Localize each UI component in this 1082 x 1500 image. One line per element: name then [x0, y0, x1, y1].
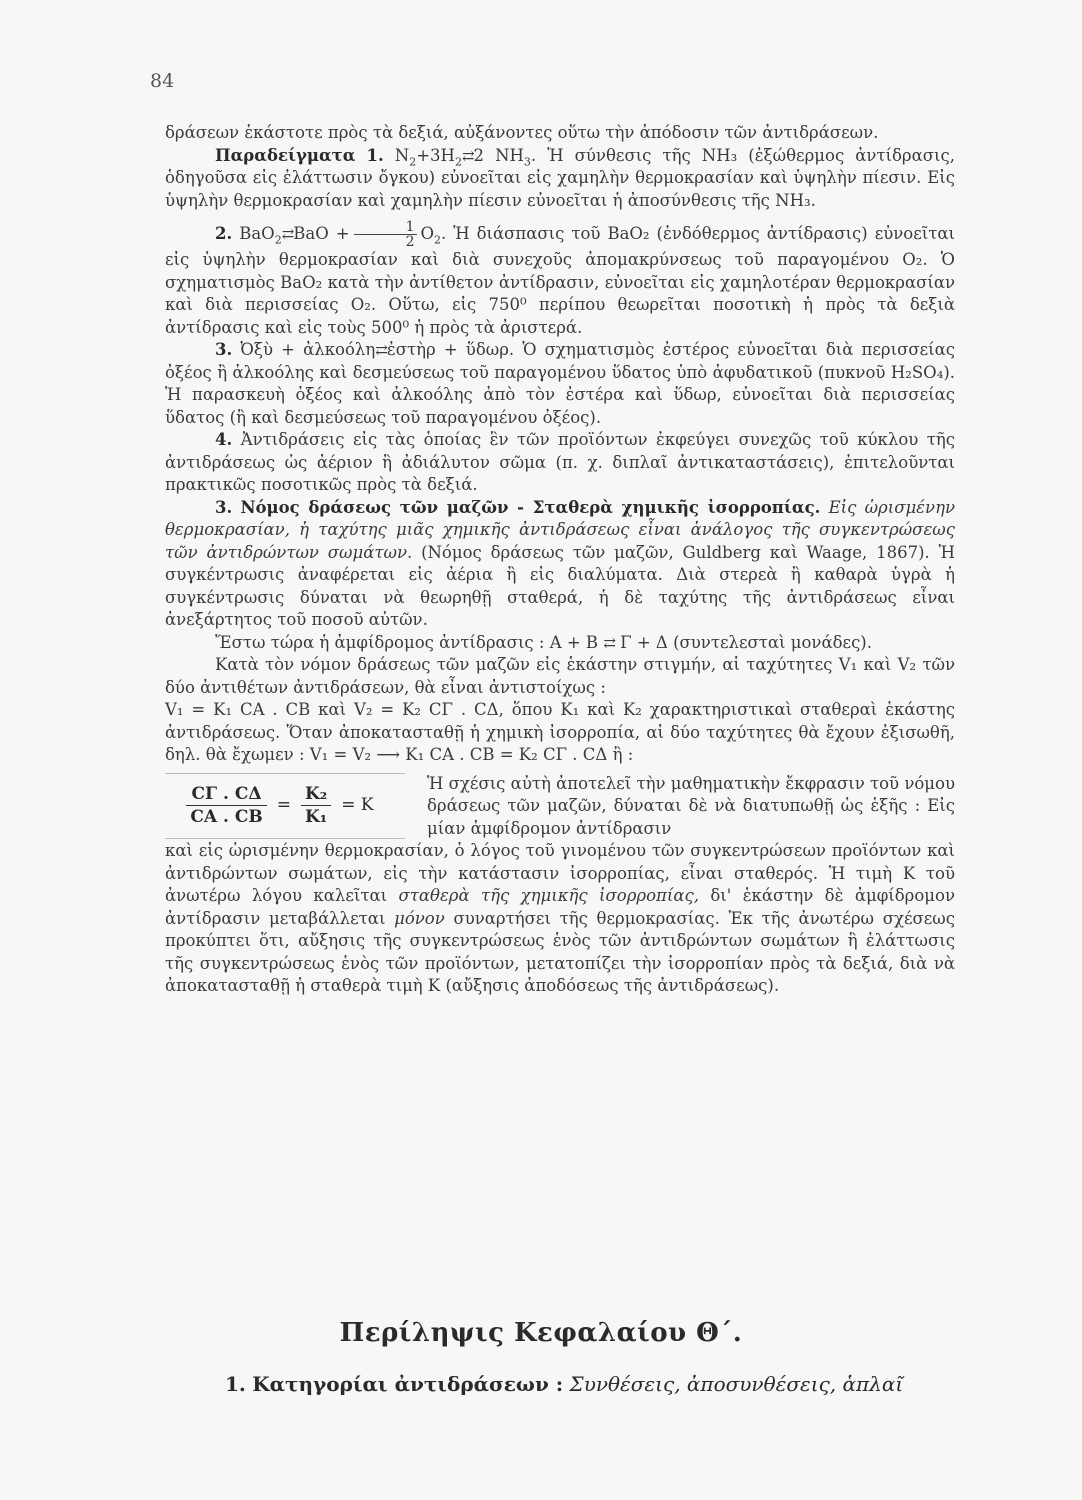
formula-description: Ἡ σχέσις αὐτὴ ἀποτελεῖ τὴν μαθηματικὴν ἔκφρασιν τοῦ νόμου δράσεως τῶν μαζῶν, δύναται δὲ νὰ διατυπωθῇ ὡς ἑξῆς : Εἰς μίαν ἀμφίδρομον ἀντίδρασιν: [427, 773, 955, 838]
paragraph: καὶ εἰς ὡρισμένην θερμοκρασίαν, ὁ λόγος τοῦ γινομένου τῶν συγκεντρώσεων προϊόντων καὶ ἀντιδρώντων σωμάτων, εἰς τὴν κατάστασιν ἰσορροπίας, εἶναι σταθερός. Ἡ τιμὴ K τοῦ ἀνωτέρω λόγου καλεῖται σταθερὰ τῆς χημικῆς ἰσορροπίας, δι' ἑκάστην δὲ ἀμφίδρομον ἀντίδρασιν μεταβάλλεται μόνον συναρτήσει τῆς θερμοκρασίας. Ἐκ τῆς ἀνωτέρω σχέσεως προκύπτει ὅτι, αὔξησις τῆς συγκεντρώσεως ἑνὸς τῶν ἀντιδρώντων σωμάτων ἢ ἐλάττωσις τῆς συγκεντρώσεως ἑνὸς τῶν προϊόντων, μετατοπίζει τὴν ἰσορροπίαν πρὸς τὰ δεξιά, διὰ νὰ ἀποκατασταθῇ ἡ σταθερὰ τιμὴ K (αὔξησις ἀποδόσεως τῆς ἀντιδράσεως).: [165, 841, 956, 995]
paragraph: δράσεων ἑκάστοτε πρὸς τὰ δεξιά, αὐξάνοντες οὕτω τὴν ἀπόδοσιν τῶν ἀντιδράσεων.: [165, 123, 879, 142]
section-number: 3.: [215, 497, 233, 517]
item-number: 1.: [225, 1372, 246, 1396]
equation: $N_2+3H_2⇄2$ $NH_3$.: [394, 145, 537, 168]
section-3: [165, 497, 955, 632]
section-text: (Νόμος δράσεως τῶν μαζῶν, Guldberg καὶ Waage, 1867). Ἡ συγκέντρωσις ἀναφέρεται εἰς ἀέρια ἢ εἰς διαλύματα. Διὰ στερεὰ ἢ καθαρὰ ὑγρὰ ἡ συγκέντρωσις δύναται νὰ θεωρηθῇ σταθερά, ἡ δὲ ταχύτης τῆς ἀντιδράσεως εἶναι ἀνεξάρτητος τοῦ ποσοῦ αὐτῶν.: [165, 542, 955, 629]
section-title: Νόμος δράσεως τῶν μαζῶν - Σταθερὰ χημικῆς ἰσορροπίας.: [240, 497, 821, 517]
page-body: [165, 122, 955, 998]
equilibrium-arrow-icon: ⇄: [375, 341, 387, 359]
emphasis: μόνον: [394, 908, 445, 928]
example-text: Ἡ διάσπασις τοῦ BaO₂ (ἐνδόθερμος ἀντίδρασις) εὐνοεῖται εἰς ὑψηλὴν θερμοκρασίαν καὶ διὰ συνεχοῦς ἀπομακρύνσεως τοῦ παραγομένου O₂. Ὁ σχηματισμὸς BaO₂ κατὰ τὴν ἀντίθετον ἀντίδρασιν, εὐνοεῖται εἰς χαμηλοτέραν θερμοκρασίαν καὶ διὰ περισσείας O₂. Οὕτω, εἰς 750⁰ περίπου θεωρεῖται ποσοτικὴ ἡ πρὸς τὰ δεξιὰ ἀντίδρασις καὶ εἰς τοὺς 500⁰ ἡ πρὸς τὰ ἀριστερά.: [165, 224, 956, 337]
example-text: Ὁ σχηματισμὸς ἐστέρος εὐνοεῖται διὰ περισσείας ὀξέος ἢ ἀλκοόλης καὶ δεσμεύσεως τοῦ παραγομένου ὕδατος ὑπὸ ἀφυδατικοῦ (πυκνοῦ H₂SO₄). Ἡ παρασκευὴ ὀξέος καὶ ἀλκοόλης ἀπὸ τὸν ἐστέρα καὶ ὕδωρ, εὐνοεῖται διὰ περισσείας ὕδατος (ἢ καὶ δεσμεύσεως τοῦ παραγομένου ὀξέος).: [165, 340, 956, 427]
equation: Ὀξὺ + ἀλκοόλη⇄ἐστὴρ + ὕδωρ.: [240, 340, 515, 359]
equilibrium-arrow-icon: ⇄: [603, 633, 615, 652]
example-text: Ἡ σύνθεσις τῆς NH₃ (ἐξώθερμος ἀντίδρασις, ὁδηγοῦσα εἰς ἐλάττωσιν ὄγκου) εὐνοεῖται εἰς χαμηλὴν θερμοκρασίαν καὶ ὑψηλὴν πίεσιν. Εἰς ὑψηλὴν θερμοκρασίαν καὶ χαμηλὴν πίεσιν εὐνοεῖται ἡ ἀποσύνθεσις τῆς NH₃.: [165, 145, 955, 210]
fraction-constants: $\frac{\text{K₂}}{\text{K₁}}$: [301, 783, 331, 828]
example-number: 2.: [215, 224, 233, 243]
example-number: 1.: [366, 145, 384, 165]
example-3: [165, 339, 955, 429]
example-4: [165, 429, 955, 497]
example-number: 4.: [215, 430, 233, 449]
item-text: Συνθέσεις, ἀποσυνθέσεις, ἁπλαῖ: [569, 1372, 904, 1396]
example-1: [165, 145, 955, 213]
equilibrium-formula: $\frac{C\Gamma . C\Delta}{CA . CB}$ = $\frac{\text{K₂}}{\text{K₁}}$ = K: [165, 773, 405, 839]
equilibrium-constant-block: [165, 773, 955, 841]
examples-label: Παραδείγματα: [215, 145, 356, 165]
page-number: 84: [150, 70, 175, 92]
example-number: 3.: [215, 340, 233, 359]
example-2: [165, 220, 955, 339]
chapter-summary-heading: Περίληψις Κεφαλαίου Θ΄.: [339, 1318, 743, 1348]
equation: BaO$_2$⇄BaO + $\frac{1}{2}$ $O_2$.: [239, 219, 447, 250]
paragraph: Ἔστω τώρα ἡ ἀμφίδρομος ἀντίδρασις : A + B ⇄ Γ + Δ (συντελεσταὶ μονάδες).: [215, 632, 872, 652]
paragraph: Κατὰ τὸν νόμον δράσεως τῶν μαζῶν εἰς ἑκάστην στιγμήν, αἱ ταχύτητες V₁ καὶ V₂ τῶν δύο ἀντιθέτων ἀντιδράσεων, θὰ εἶναι ἀντιστοίχως :: [165, 655, 955, 697]
fraction-concentrations: $\frac{C\Gamma . C\Delta}{CA . CB}$: [186, 783, 266, 828]
equilibrium-arrow-icon: ⇄: [461, 146, 474, 165]
item-title: Κατηγορίαι ἀντιδράσεων :: [252, 1372, 564, 1396]
summary-item: [225, 1372, 965, 1396]
paragraph: V₁ = K₁ CA . CB καὶ V₂ = K₂ CΓ . CΔ, ὅπου K₁ καὶ K₂ χαρακτηριστικαὶ σταθεραὶ ἑκάστης ἀντιδράσεως. Ὅταν ἀποκατασταθῇ ἡ χημικὴ ἰσορροπία, αἱ δύο ταχύτητες θὰ ἔχουν ἐξισωθῆ, δηλ. θὰ ἔχωμεν : V₁ = V₂ ⟶ K₁ CA . CB = K₂ CΓ . CΔ ἢ :: [165, 700, 955, 764]
fraction: $\frac{1}{2}$: [354, 220, 417, 249]
equilibrium-arrow-icon: ⇄: [281, 225, 294, 243]
law-statement: Εἰς ὡρισμένην θερμοκρασίαν, ἡ ταχύτης μιᾶς χημικῆς ἀντιδράσεως εἶναι ἀνάλογος τῆς συγκεντρώσεως τῶν ἀντιδρώντων σωμάτων.: [165, 497, 955, 562]
emphasis: σταθερὰ τῆς χημικῆς ἰσορροπίας,: [398, 886, 699, 905]
example-text: Ἀντιδράσεις εἰς τὰς ὁποίας ἓν τῶν προϊόντων ἐκφεύγει συνεχῶς τοῦ κύκλου τῆς ἀντιδράσεως ὡς ἀέριον ἢ ἀδιάλυτον σῶμα (π. χ. διπλαῖ ἀντικαταστάσεις), ἐπιτελοῦνται πρακτικῶς ποσοτικῶς πρὸς τὰ δεξιά.: [165, 430, 955, 494]
